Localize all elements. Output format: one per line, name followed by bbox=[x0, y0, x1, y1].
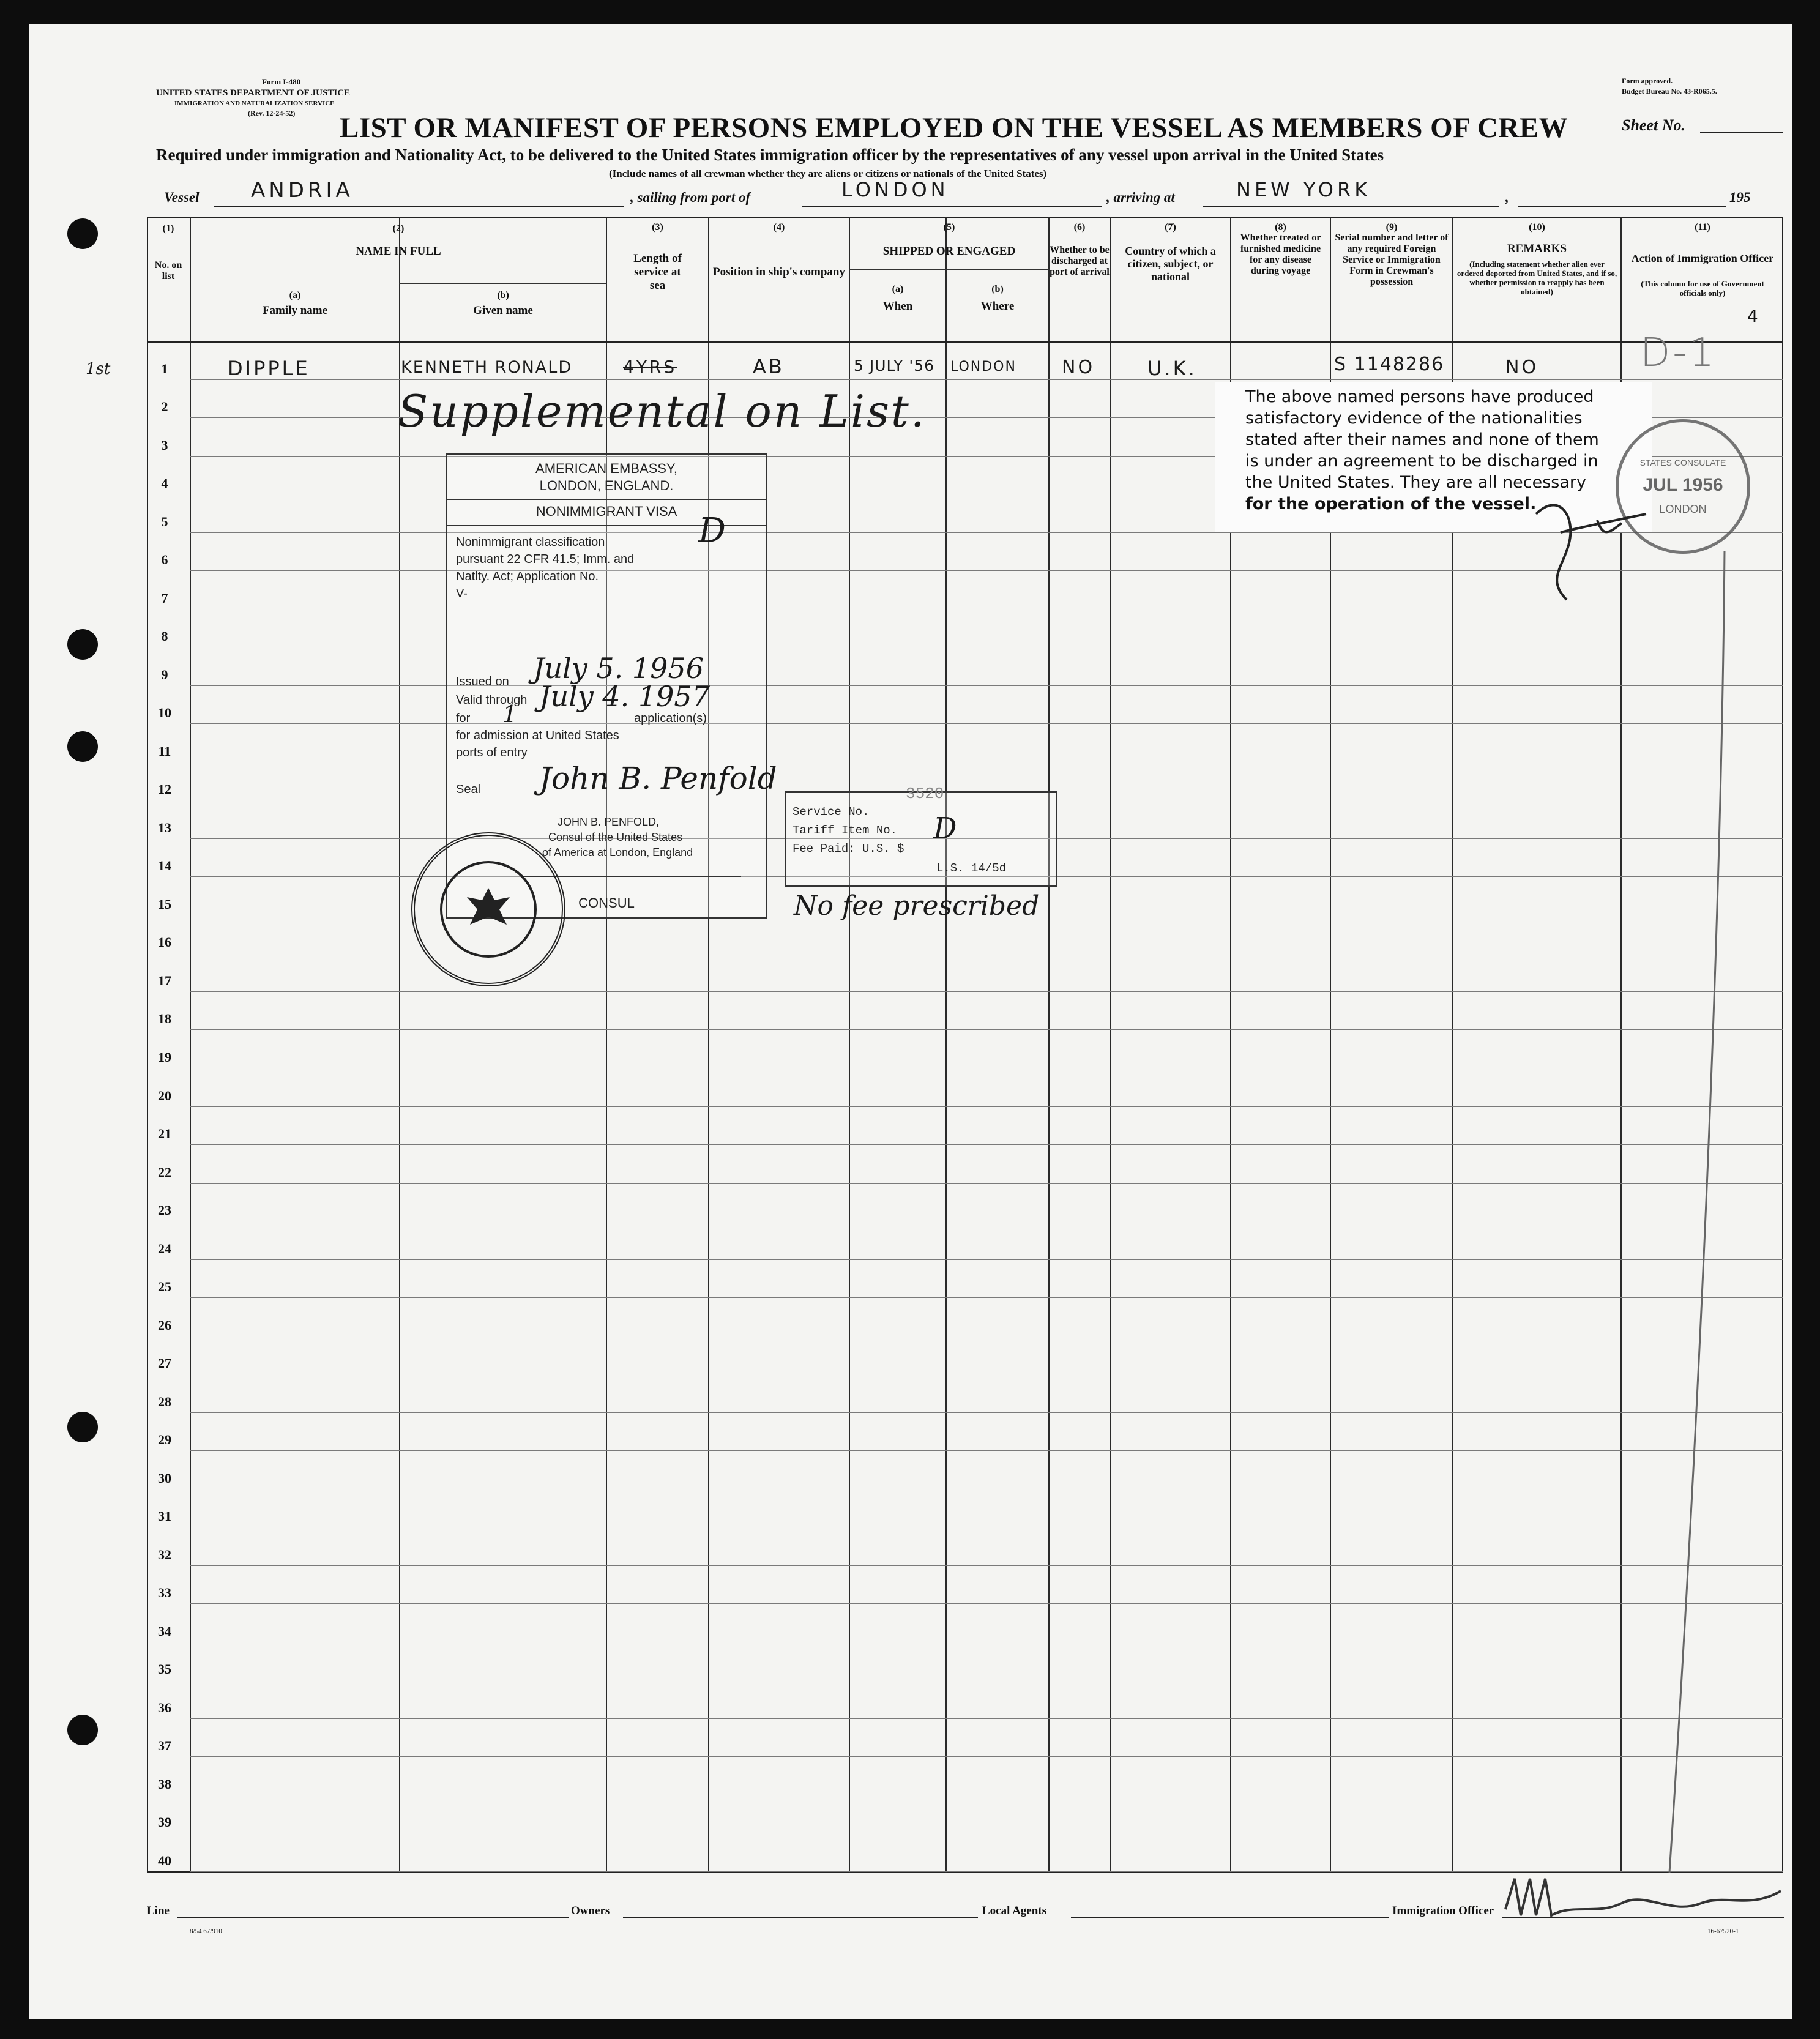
row-number: 2 bbox=[161, 399, 168, 414]
col4-num: (4) bbox=[773, 222, 785, 233]
footer-print-code: 8/54 67/910 bbox=[190, 1928, 222, 1935]
visa-type: NONIMMIGRANT VISA bbox=[535, 504, 677, 519]
footer-line-label: Line bbox=[147, 1904, 170, 1917]
row-number: 33 bbox=[158, 1585, 171, 1600]
arriving-label: , arriving at bbox=[1106, 190, 1175, 205]
row-number: 12 bbox=[158, 781, 171, 797]
visa-consul-of: Consul of the United States bbox=[548, 831, 683, 843]
visa-valid-label: Valid through bbox=[456, 693, 528, 707]
col8-num: (8) bbox=[1275, 222, 1286, 233]
col10-num: (10) bbox=[1529, 222, 1545, 233]
row-rule bbox=[190, 1029, 1783, 1030]
row-number: 15 bbox=[158, 896, 171, 912]
row-number: 40 bbox=[158, 1853, 171, 1868]
comma-separator: , bbox=[1505, 190, 1509, 205]
row-number: 29 bbox=[158, 1432, 171, 1447]
visa-class-value: D bbox=[698, 511, 726, 551]
crew-country: U.K. bbox=[1147, 357, 1197, 380]
crew-serial-number: S 1148286 bbox=[1334, 354, 1445, 375]
row-number: 11 bbox=[158, 744, 171, 759]
row-rule bbox=[190, 685, 1783, 686]
row-rule bbox=[190, 1565, 1783, 1566]
row-number: 16 bbox=[158, 934, 171, 950]
col-divider bbox=[190, 217, 191, 1873]
row-number: 5 bbox=[161, 514, 168, 529]
fee-paid: Fee Paid: U.S. $ bbox=[793, 842, 904, 855]
col8-label: Whether treated or furnished medicine for any disease during voyage bbox=[1240, 233, 1321, 276]
row-rule bbox=[190, 1259, 1783, 1260]
col5a-num: (a) bbox=[892, 284, 904, 294]
crew-shipped-when: 5 JULY '56 bbox=[854, 357, 935, 375]
date-stamp-city: LONDON bbox=[1659, 502, 1707, 515]
subheader-line bbox=[849, 269, 1050, 270]
embassy-seal bbox=[411, 832, 565, 986]
binder-hole bbox=[67, 629, 98, 660]
col-divider bbox=[945, 217, 947, 1873]
sailing-label: , sailing from port of bbox=[630, 190, 751, 205]
visa-issued-label: Issued on bbox=[456, 675, 509, 688]
footer-form-code: 16-67520-1 bbox=[1707, 1928, 1739, 1935]
row-number: 14 bbox=[158, 858, 171, 873]
year-label: 195 bbox=[1729, 190, 1751, 205]
port-field[interactable] bbox=[802, 206, 1102, 207]
row-rule bbox=[190, 1106, 1783, 1107]
fee-service-no: Service No. bbox=[793, 805, 870, 819]
row-number: 13 bbox=[158, 820, 171, 835]
col2a-num: (a) bbox=[289, 290, 301, 300]
date-stamp-top: STATES CONSULATE bbox=[1639, 457, 1726, 468]
footer-agents-label: Local Agents bbox=[982, 1904, 1047, 1917]
col5b-num: (b) bbox=[991, 284, 1004, 294]
row-number: 1 bbox=[161, 361, 168, 376]
row-rule bbox=[190, 1603, 1783, 1604]
pencil-stroke bbox=[1663, 551, 1737, 1879]
visa-valid-date: July 4. 1957 bbox=[539, 680, 710, 713]
col6-label: Whether to be discharged at port of arrival bbox=[1050, 245, 1110, 277]
footer-officer-field[interactable] bbox=[1502, 1917, 1784, 1918]
row-number: 17 bbox=[158, 973, 171, 988]
col11-num: (11) bbox=[1695, 222, 1710, 233]
visa-consul-name: JOHN B. PENFOLD, bbox=[558, 816, 660, 828]
col4-label: Position in ship's company bbox=[713, 266, 845, 278]
service-name: IMMIGRATION AND NATURALIZATION SERVICE bbox=[174, 100, 335, 107]
visa-city: LONDON, ENGLAND. bbox=[539, 478, 674, 493]
binder-hole bbox=[67, 1715, 98, 1745]
vessel-name: ANDRIA bbox=[251, 178, 354, 203]
col-divider bbox=[1110, 217, 1111, 1873]
footer-officer-label: Immigration Officer bbox=[1392, 1904, 1494, 1917]
visa-consul-at: of America at London, England bbox=[542, 846, 693, 859]
arrival-field[interactable] bbox=[1203, 206, 1499, 207]
row-number: 4 bbox=[161, 475, 168, 491]
crew-discharged: NO bbox=[1062, 357, 1095, 378]
budget-bureau: Budget Bureau No. 43-R065.5. bbox=[1622, 87, 1717, 95]
crew-action: D-1 bbox=[1640, 330, 1717, 376]
col10-note: (Including statement whether alien ever ordered deported from United States, and if so, whether permission to reapply has been obtained) bbox=[1456, 259, 1617, 296]
row-rule bbox=[190, 1756, 1783, 1757]
header-rule bbox=[147, 341, 1783, 343]
binder-hole bbox=[67, 1412, 98, 1442]
subheader-line bbox=[399, 283, 607, 284]
col5-num: (5) bbox=[943, 222, 955, 233]
arrival-port: NEW YORK bbox=[1236, 178, 1371, 201]
eagle-icon bbox=[458, 879, 519, 940]
row-number: 8 bbox=[161, 628, 168, 644]
col6-num: (6) bbox=[1073, 222, 1086, 233]
col9-label: Serial number and letter of any required Foreign Service or Immigration Form in Crewman's possession bbox=[1335, 233, 1449, 287]
form-number: Form I-480 bbox=[262, 77, 301, 86]
sheet-number-label: Sheet No. bbox=[1622, 116, 1685, 134]
footer-line-field[interactable] bbox=[177, 1917, 569, 1918]
row-number: 27 bbox=[158, 1355, 171, 1371]
vessel-label: Vessel bbox=[164, 190, 200, 205]
row-number: 18 bbox=[158, 1011, 171, 1026]
sub-subtitle: (Include names of all crewman whether they are aliens or citizens or nationals of the United States) bbox=[609, 168, 1047, 179]
row-rule bbox=[190, 1718, 1783, 1719]
col5a-label: When bbox=[882, 300, 913, 313]
supplemental-note: Supplemental on List. bbox=[398, 386, 927, 437]
col10-label: REMARKS bbox=[1507, 242, 1567, 255]
col3-label: Length of service at sea bbox=[633, 252, 682, 292]
footer-agents-field[interactable] bbox=[1071, 1917, 1389, 1918]
fee-tariff: Tariff Item No. bbox=[793, 824, 898, 837]
statement-line: stated after their names and none of them bbox=[1245, 430, 1599, 449]
col3-num: (3) bbox=[652, 222, 663, 233]
footer-owners-label: Owners bbox=[571, 1904, 610, 1917]
statement-line: is under an agreement to be discharged in bbox=[1245, 452, 1598, 471]
col1-num: (1) bbox=[162, 223, 174, 234]
row-number: 31 bbox=[158, 1508, 171, 1524]
visa-classification-label: Nonimmigrant classification bbox=[456, 535, 605, 549]
visa-issued-date: July 5. 1956 bbox=[533, 652, 704, 685]
row-number: 21 bbox=[158, 1126, 171, 1141]
col11-label: Action of Immigration Officer bbox=[1631, 252, 1774, 264]
date-stamp-date: JUL 1956 bbox=[1643, 474, 1723, 495]
row-number: 32 bbox=[158, 1547, 171, 1562]
row-number: 7 bbox=[161, 591, 168, 606]
visa-applications: application(s) bbox=[634, 712, 707, 725]
visa-divider bbox=[447, 499, 766, 500]
visa-seal-label: Seal bbox=[456, 783, 481, 796]
row-number: 38 bbox=[158, 1776, 171, 1792]
row-number: 34 bbox=[158, 1623, 171, 1639]
crew-remarks: NO bbox=[1505, 357, 1539, 378]
row-rule bbox=[190, 723, 1783, 724]
immigration-officer-signature bbox=[1499, 1866, 1787, 1940]
visa-ports: ports of entry bbox=[456, 746, 528, 759]
row-rule bbox=[190, 379, 1783, 380]
statement-line: for the operation of the vessel. bbox=[1245, 494, 1537, 513]
row-number: 26 bbox=[158, 1318, 171, 1333]
binder-hole bbox=[67, 218, 98, 249]
fee-class-mark: D bbox=[933, 811, 957, 846]
row-rule bbox=[190, 1412, 1783, 1413]
col11-note: (This column for use of Government officials only) bbox=[1641, 279, 1764, 297]
col9-num: (9) bbox=[1386, 222, 1398, 233]
row-number: 9 bbox=[161, 667, 168, 682]
row-rule bbox=[190, 1183, 1783, 1184]
col2-num: (2) bbox=[392, 223, 405, 234]
statement-line: satisfactory evidence of the nationalities bbox=[1245, 409, 1583, 428]
row-number: 37 bbox=[158, 1738, 171, 1753]
officer-signature bbox=[1524, 477, 1671, 624]
row-number: 23 bbox=[158, 1202, 171, 1218]
crew-shipped-where: LONDON bbox=[950, 359, 1016, 375]
col11-mark: 4 bbox=[1747, 306, 1758, 326]
footer-owners-field[interactable] bbox=[623, 1917, 978, 1918]
col2a-label: Family name bbox=[262, 304, 328, 317]
date-field[interactable] bbox=[1518, 206, 1726, 207]
visa-admission: for admission at United States bbox=[456, 729, 619, 742]
visa-pursuant: pursuant 22 CFR 41.5; Imm. and bbox=[456, 553, 635, 566]
fee-ls: L.S. 14/5d bbox=[936, 862, 1007, 875]
department-name: UNITED STATES DEPARTMENT OF JUSTICE bbox=[156, 88, 351, 98]
row-rule bbox=[190, 1144, 1783, 1145]
row-number: 35 bbox=[158, 1661, 171, 1677]
row-number: 6 bbox=[161, 552, 168, 567]
revision-date: (Rev. 12-24-52) bbox=[248, 109, 296, 117]
visa-v: V- bbox=[456, 587, 468, 600]
col-divider bbox=[399, 217, 400, 1873]
col-divider bbox=[1048, 217, 1050, 1873]
row-number: 3 bbox=[161, 438, 168, 453]
col-divider bbox=[849, 217, 850, 1873]
visa-for-value: 1 bbox=[502, 701, 518, 728]
sailing-port: LONDON bbox=[841, 178, 949, 201]
vessel-field[interactable] bbox=[214, 206, 624, 207]
statement-line: the United States. They are all necessary bbox=[1245, 473, 1586, 492]
row-rule bbox=[190, 991, 1783, 992]
col5b-label: Where bbox=[980, 300, 1015, 313]
visa-natlty: Natlty. Act; Application No. bbox=[456, 570, 599, 583]
crew-given-name: KENNETH RONALD bbox=[401, 358, 573, 377]
row-number: 22 bbox=[158, 1165, 171, 1180]
visa-signature: John B. Penfold bbox=[539, 761, 777, 796]
form-approved: Form approved. bbox=[1622, 76, 1673, 85]
visa-for-label: for bbox=[456, 712, 471, 725]
col2b-num: (b) bbox=[497, 290, 509, 300]
row-number: 10 bbox=[158, 705, 171, 720]
row-number: 39 bbox=[158, 1814, 171, 1830]
col5-label: SHIPPED OR ENGAGED bbox=[882, 245, 1016, 258]
fee-stamp-number: 3520 bbox=[906, 785, 944, 803]
visa-consul-title: CONSUL bbox=[578, 895, 635, 911]
page-title: LIST OR MANIFEST OF PERSONS EMPLOYED ON THE VESSEL AS MEMBERS OF CREW bbox=[340, 112, 1568, 144]
crew-position: AB bbox=[753, 355, 785, 378]
margin-note: 1st bbox=[86, 360, 111, 378]
col2-label: NAME IN FULL bbox=[356, 245, 441, 258]
row-number: 19 bbox=[158, 1049, 171, 1065]
crew-service-length: 4YRS bbox=[623, 357, 677, 377]
crew-family-name: DIPPLE bbox=[228, 357, 310, 380]
statement-line: The above named persons have produced bbox=[1245, 387, 1594, 406]
row-number: 36 bbox=[158, 1700, 171, 1715]
col2b-label: Given name bbox=[473, 304, 533, 317]
row-number: 20 bbox=[158, 1088, 171, 1103]
row-number: 24 bbox=[158, 1241, 171, 1256]
subtitle: Required under immigration and Nationality Act, to be delivered to the United States immigration officer by the representatives of any vessel upon arrival in the United States bbox=[156, 146, 1384, 164]
binder-hole bbox=[67, 731, 98, 762]
visa-embassy: AMERICAN EMBASSY, bbox=[535, 461, 677, 476]
row-rule bbox=[190, 1297, 1783, 1298]
fee-stamp bbox=[785, 785, 1057, 887]
row-number: 28 bbox=[158, 1394, 171, 1409]
sheet-number-field[interactable] bbox=[1700, 132, 1783, 133]
row-number: 25 bbox=[158, 1279, 171, 1294]
col7-label: Country of which a citizen, subject, or national bbox=[1125, 245, 1216, 283]
row-number: 30 bbox=[158, 1471, 171, 1486]
fee-handwritten-note: No fee prescribed bbox=[794, 890, 1040, 922]
col7-num: (7) bbox=[1165, 222, 1176, 233]
row-rule bbox=[190, 1450, 1783, 1451]
col1-label: No. on list bbox=[154, 260, 182, 281]
